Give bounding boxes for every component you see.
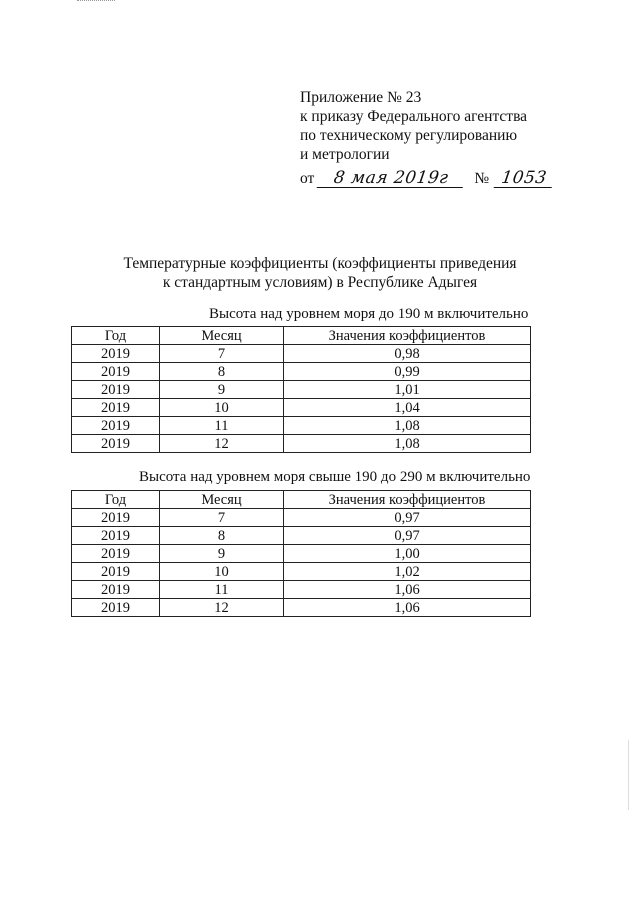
year-cell: 2019 — [72, 417, 160, 435]
coefficient-cell: 1,08 — [284, 435, 531, 453]
document-title — [100, 254, 540, 292]
month-cell: 8 — [160, 363, 284, 381]
coefficient-cell: 1,02 — [284, 563, 531, 581]
table-row — [72, 345, 531, 363]
coefficient-cell: 1,00 — [284, 545, 531, 563]
coefficients-table — [71, 326, 531, 453]
title-line: к стандартным условиям) в Республике Адыгея — [162, 274, 478, 291]
table-row — [72, 599, 531, 617]
month-cell: 10 — [160, 563, 284, 581]
table-caption: Высота над уровнем моря до 190 м включительно — [209, 306, 529, 322]
coefficient-cell: 0,97 — [284, 509, 531, 527]
appendix-number: Приложение № 23 — [300, 89, 422, 106]
coefficient-cell: 1,06 — [284, 599, 531, 617]
column-header-month: Месяц — [160, 327, 284, 345]
table-row — [72, 563, 531, 581]
month-cell: 8 — [160, 527, 284, 545]
table-row — [72, 581, 531, 599]
from-label: от — [300, 170, 315, 187]
month-cell: 12 — [160, 435, 284, 453]
year-cell: 2019 — [72, 399, 160, 417]
order-reference: к приказу Федерального агентства — [300, 108, 528, 125]
year-cell: 2019 — [72, 509, 160, 527]
table-row — [72, 399, 531, 417]
table-row — [72, 381, 531, 399]
title-line: Температурные коэффициенты (коэффициенты приведения — [123, 255, 517, 272]
table-row — [72, 509, 531, 527]
scan-artifact — [628, 740, 629, 810]
year-cell: 2019 — [72, 581, 160, 599]
coefficients-table — [71, 490, 531, 617]
table-row — [72, 435, 531, 453]
month-cell: 11 — [160, 581, 284, 599]
year-cell: 2019 — [72, 435, 160, 453]
coefficient-cell: 1,08 — [284, 417, 531, 435]
column-header-month: Месяц — [160, 491, 284, 509]
table-row — [72, 363, 531, 381]
coefficient-cell: 1,06 — [284, 581, 531, 599]
table-row — [72, 545, 531, 563]
number-label: № — [474, 170, 490, 187]
coefficient-cell: 1,04 — [284, 399, 531, 417]
month-cell: 7 — [160, 509, 284, 527]
coefficient-cell: 0,99 — [284, 363, 531, 381]
column-header-year: Год — [72, 491, 160, 509]
appendix-header — [300, 88, 553, 188]
year-cell: 2019 — [72, 381, 160, 399]
handwritten-date: 8 мая 2019г — [317, 169, 466, 188]
year-cell: 2019 — [72, 563, 160, 581]
year-cell: 2019 — [72, 545, 160, 563]
month-cell: 11 — [160, 417, 284, 435]
month-cell: 9 — [160, 381, 284, 399]
coefficient-cell: 0,97 — [284, 527, 531, 545]
month-cell: 10 — [160, 399, 284, 417]
table-header-row — [72, 327, 531, 345]
year-cell: 2019 — [72, 527, 160, 545]
month-cell: 9 — [160, 545, 284, 563]
year-cell: 2019 — [72, 599, 160, 617]
column-header-value: Значения коэффициентов — [284, 327, 531, 345]
handwritten-order-number: 1053 — [494, 169, 555, 188]
agency-line-end: и метрологии — [300, 146, 390, 163]
table-caption: Высота над уровнем моря свыше 190 до 290 м включительно — [139, 469, 531, 485]
table-row — [72, 527, 531, 545]
coefficient-cell: 1,01 — [284, 381, 531, 399]
order-date-line — [300, 169, 553, 188]
column-header-value: Значения коэффициентов — [284, 491, 531, 509]
table-header-row — [72, 491, 531, 509]
column-header-year: Год — [72, 327, 160, 345]
scan-artifact — [77, 0, 115, 3]
table-row — [72, 417, 531, 435]
year-cell: 2019 — [72, 345, 160, 363]
coefficient-cell: 0,98 — [284, 345, 531, 363]
agency-line: по техническому регулированию — [300, 127, 518, 144]
month-cell: 12 — [160, 599, 284, 617]
month-cell: 7 — [160, 345, 284, 363]
year-cell: 2019 — [72, 363, 160, 381]
